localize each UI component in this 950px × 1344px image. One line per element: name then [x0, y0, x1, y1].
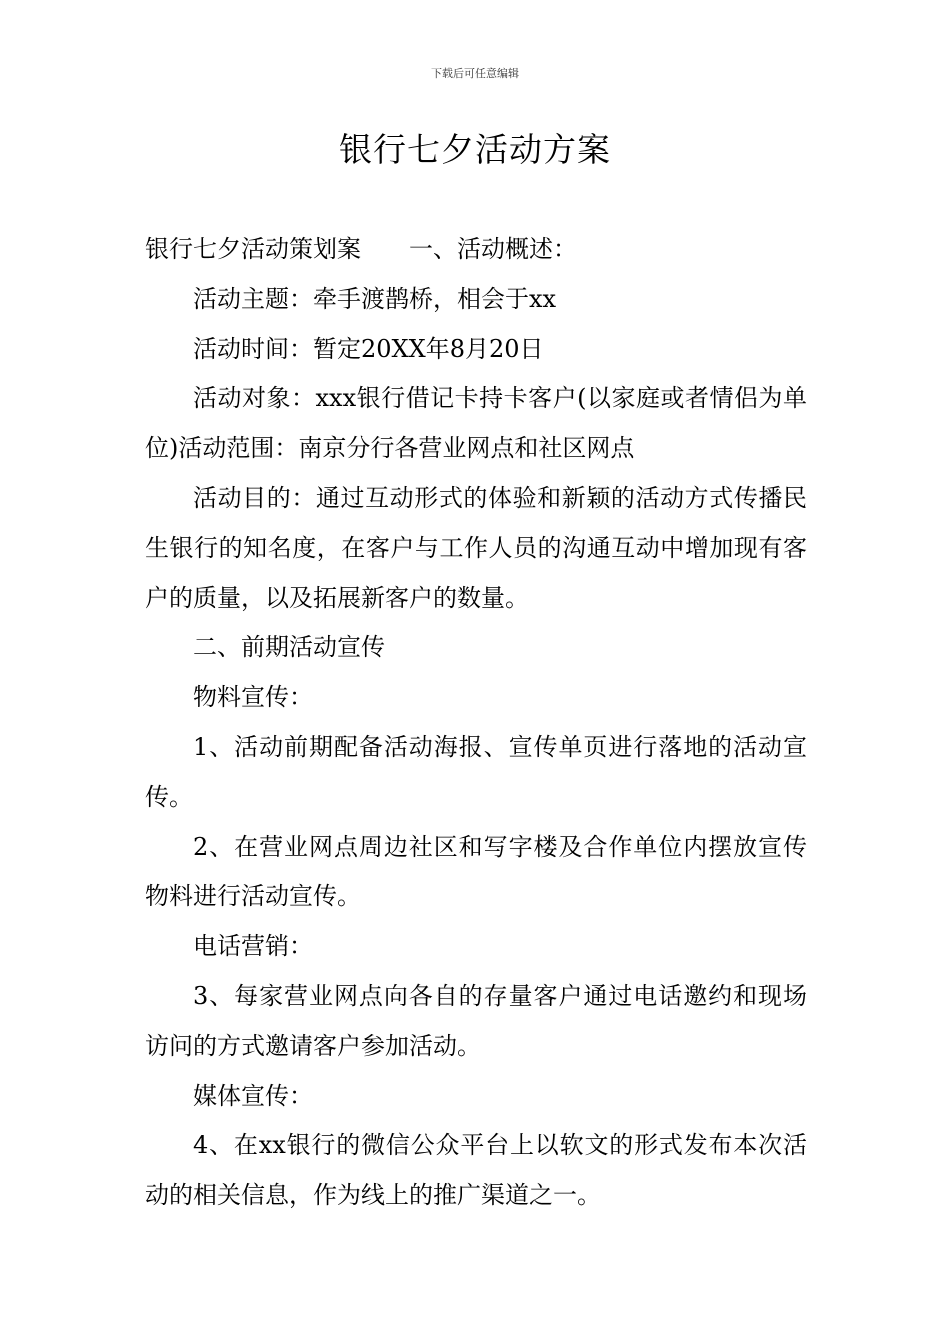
paragraph-item-3: 3、每家营业网点向各自的存量客户通过电话邀约和现场访问的方式邀请客户参加活动。: [145, 981, 807, 1060]
lead-line: [145, 225, 807, 275]
paragraph-item-4: 4、在xx银行的微信公众平台上以软文的形式发布本次活动的相关信息，作为线上的推广渠道之一。: [145, 1131, 807, 1210]
subheading-phone-marketing: 电话营销：: [193, 932, 313, 961]
paragraph-item-1: 1、活动前期配备活动海报、宣传单页进行落地的活动宣传。: [145, 732, 807, 811]
subheading-media: 媒体宣传：: [193, 1081, 313, 1110]
section-heading-overview: 一、活动概述：: [409, 235, 577, 263]
paragraph-theme: 活动主题：牵手渡鹊桥，相会于xx: [193, 284, 557, 313]
header-note: 下载后可任意编辑: [431, 67, 519, 80]
document-title: 银行七夕活动方案: [339, 130, 611, 169]
paragraph-purpose: 活动目的：通过互动形式的体验和新颖的活动方式传播民生银行的知名度，在客户与工作人员的沟通互动中增加现有客户的质量，以及拓展新客户的数量。: [145, 483, 807, 612]
paragraph-time: 活动时间：暂定20XX年8月20日: [193, 334, 544, 363]
subheading-materials: 物料宣传：: [193, 683, 313, 712]
lead-title: 银行七夕活动策划案: [145, 235, 361, 263]
document-body: [145, 225, 807, 1221]
section-heading-promotion: 二、前期活动宣传: [193, 633, 385, 662]
paragraph-item-2: 2、在营业网点周边社区和写字楼及合作单位内摆放宣传物料进行活动宣传。: [145, 832, 807, 911]
paragraph-audience: 活动对象：xxx银行借记卡持卡客户(以家庭或者情侣为单位)活动范围：南京分行各营业网点和社区网点: [145, 384, 807, 463]
